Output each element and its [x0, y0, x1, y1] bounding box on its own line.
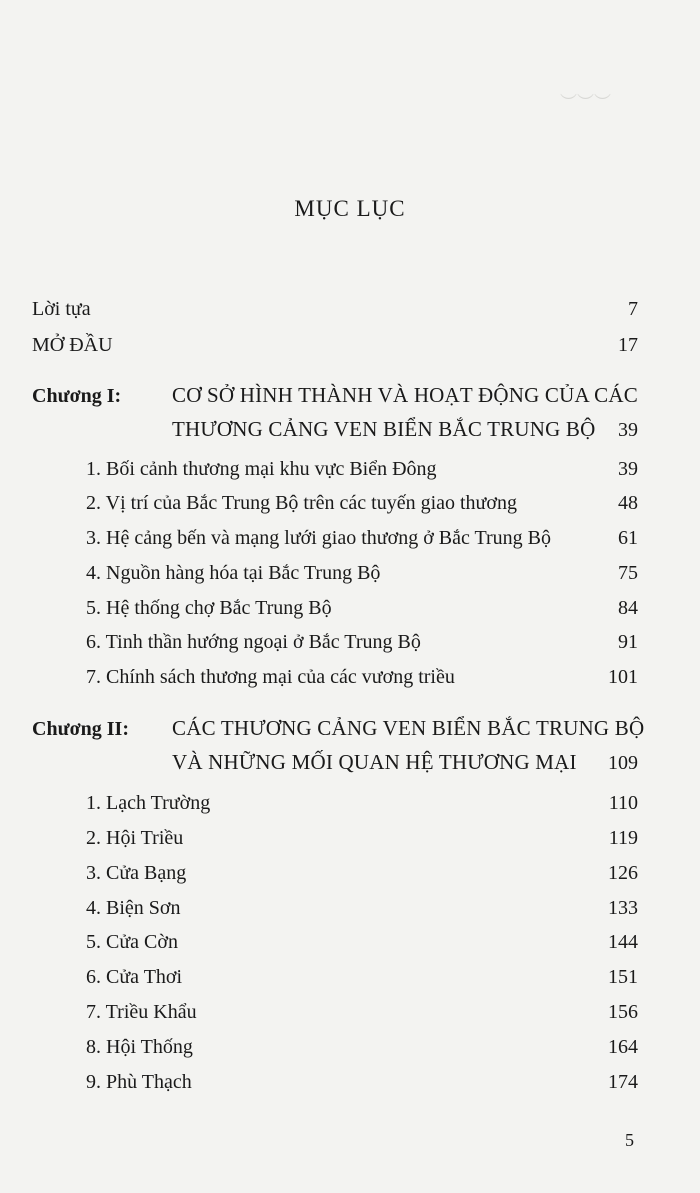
toc-item-page: 133 — [608, 897, 638, 919]
toc-item-page: 48 — [618, 492, 638, 514]
toc-item-label: 2. Hội Triều — [86, 827, 184, 849]
chapter-title-line2: VÀ NHỮNG MỐI QUAN HỆ THƯƠNG MẠI — [172, 750, 577, 774]
toc-item-label: 6. Cửa Thơi — [86, 966, 183, 988]
chapter-label: Chương I: — [32, 385, 122, 407]
toc-entry-page: 17 — [618, 334, 638, 356]
toc-item-page: 84 — [618, 597, 638, 619]
toc-item-label: 4. Nguồn hàng hóa tại Bắc Trung Bộ — [86, 562, 381, 584]
toc-item-label: 5. Hệ thống chợ Bắc Trung Bộ — [86, 597, 332, 619]
toc-item-label: 1. Lạch Trường — [86, 792, 211, 814]
page-number: 5 — [625, 1130, 634, 1150]
chapter-title-line2: THƯƠNG CẢNG VEN BIỂN BẮC TRUNG BỘ — [172, 417, 596, 441]
toc-item-page: 119 — [608, 827, 638, 849]
toc-item-page: 174 — [608, 1071, 638, 1093]
toc-item-label: 2. Vị trí của Bắc Trung Bộ trên các tuyến giao thương — [86, 492, 517, 514]
toc-item-label: 4. Biện Sơn — [86, 897, 181, 919]
toc-item-page: 61 — [618, 527, 638, 549]
toc-item-label: 6. Tinh thần hướng ngoại ở Bắc Trung Bộ — [86, 631, 421, 653]
chapter-title-line1: CƠ SỞ HÌNH THÀNH VÀ HOẠT ĐỘNG CỦA CÁC — [172, 383, 638, 407]
toc-item-page: 39 — [618, 458, 638, 480]
toc-entry-page: 7 — [628, 298, 638, 320]
toc-item-label: 1. Bối cảnh thương mại khu vực Biển Đông — [86, 458, 437, 480]
toc-item-page: 101 — [608, 666, 638, 688]
toc-item-page: 126 — [608, 862, 638, 884]
toc-item-page: 144 — [608, 931, 638, 953]
toc-item-label: 7. Triều Khẩu — [86, 1001, 197, 1023]
chapter-title-line1: CÁC THƯƠNG CẢNG VEN BIỂN BẮC TRUNG BỘ — [172, 716, 645, 740]
toc-item-page: 110 — [608, 792, 638, 814]
toc-item-page: 164 — [608, 1036, 638, 1058]
toc-item-label: 3. Hệ cảng bến và mạng lưới giao thương ở Bắc Trung Bộ — [86, 527, 552, 549]
toc-item-label: 9. Phù Thạch — [86, 1071, 192, 1093]
chapter-page: 109 — [608, 752, 638, 774]
toc-item-page: 151 — [608, 966, 638, 988]
toc-item-label: 8. Hội Thống — [86, 1036, 193, 1058]
toc-entry-label: Lời tựa — [32, 298, 91, 320]
toc-entry-label: MỞ ĐẦU — [32, 334, 113, 356]
page-title: MỤC LỤC — [294, 196, 406, 221]
bleed-through: ︶︶︶ — [560, 93, 611, 112]
toc-item-page: 91 — [618, 631, 638, 653]
toc-item-label: 5. Cửa Cờn — [86, 931, 178, 953]
toc-item-label: 7. Chính sách thương mại của các vương triều — [86, 666, 455, 688]
toc-item-page: 156 — [608, 1001, 638, 1023]
chapter-label: Chương II: — [32, 718, 129, 740]
toc-item-label: 3. Cửa Bạng — [86, 862, 187, 884]
toc-item-page: 75 — [618, 562, 638, 584]
chapter-page: 39 — [618, 419, 638, 441]
